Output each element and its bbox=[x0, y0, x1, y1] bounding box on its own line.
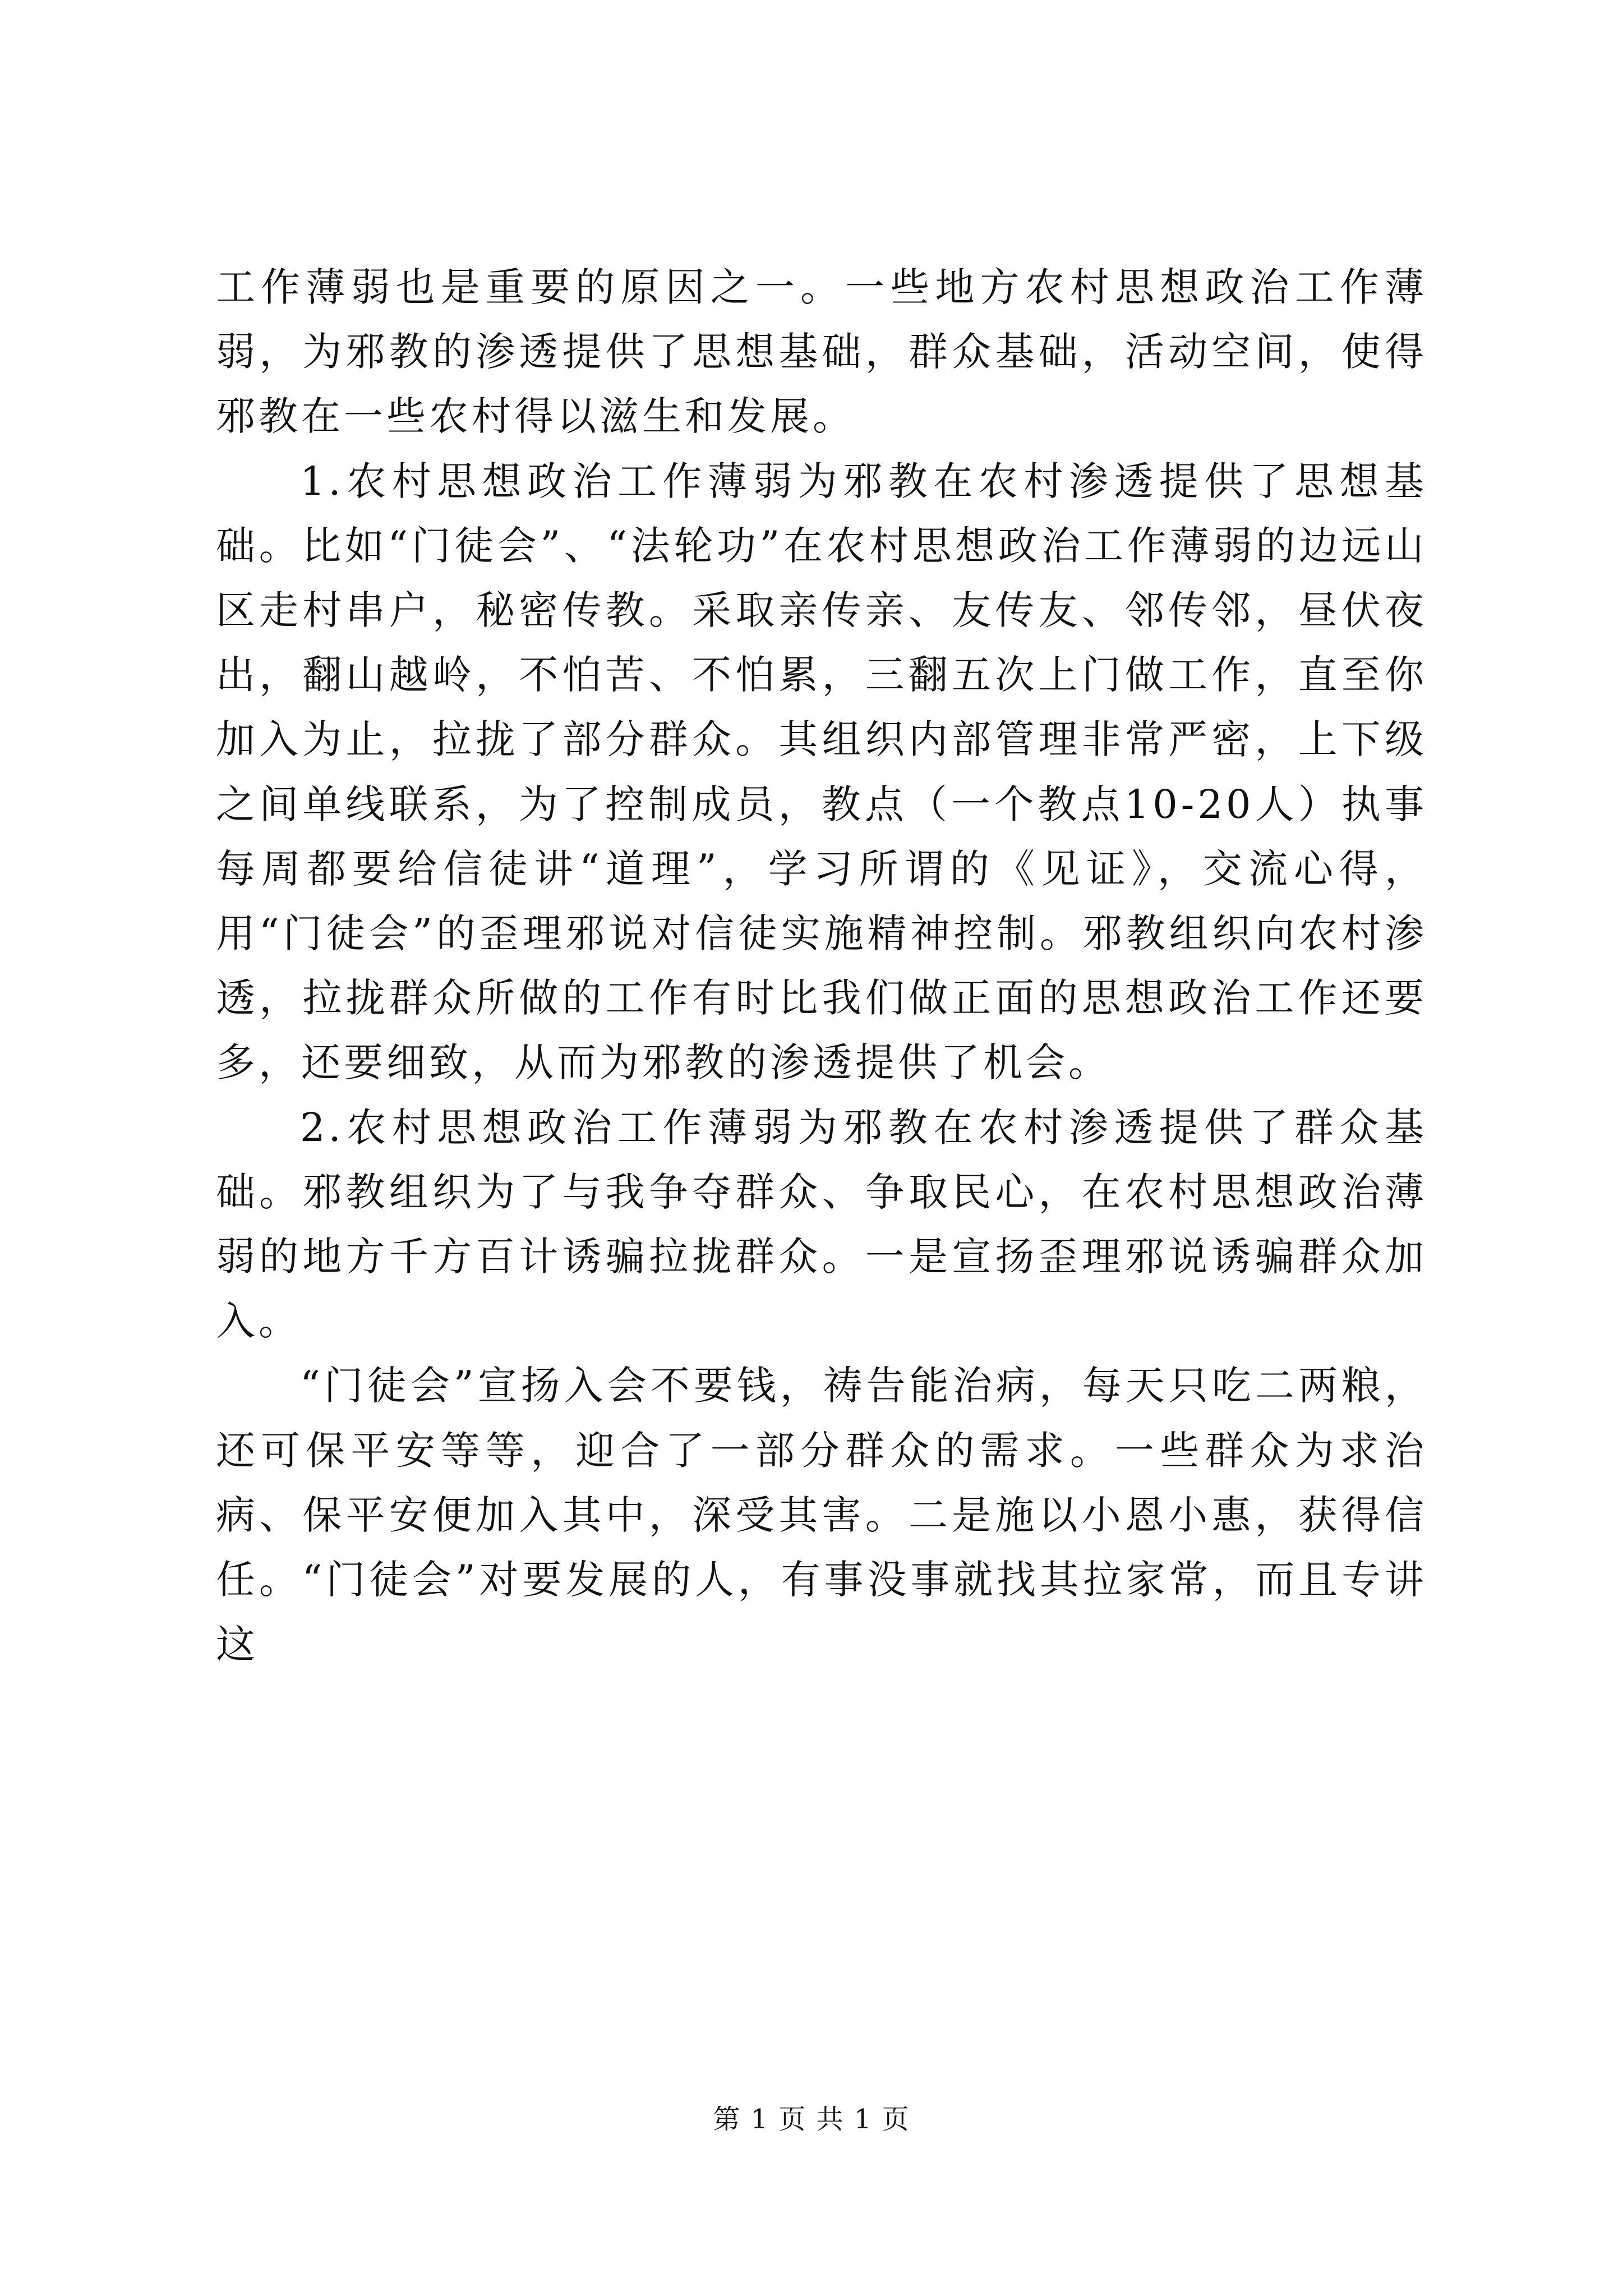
document-body bbox=[216, 255, 1427, 1677]
body-paragraph: 工作薄弱也是重要的原因之一。一些地方农村思想政治工作薄弱，为邪教的渗透提供了思想基础，群众基础，活动空间，使得邪教在一些农村得以滋生和发展。 bbox=[216, 264, 1427, 440]
body-paragraph: 1.农村思想政治工作薄弱为邪教在农村渗透提供了思想基础。比如“门徒会”、“法轮功”在农村思想政治工作薄弱的边远山区走村串户，秘密传教。采取亲传亲、友传友、邻传邻，昼伏夜出，翻山越岭，不怕苦、不怕累，三翻五次上门做工作，直至你加入为止，拉拢了部分群众。其组织内部管理非常严密，上下级之间单线联系，为了控制成员，教点（一个教点10-20人）执事每周都要给信徒讲“道理”，学习所谓的《见证》，交流心得，用“门徒会”的歪理邪说对信徒实施精神控制。邪教组织向农村渗透，拉拢群众所做的工作有时比我们做正面的思想政治工作还要多，还要细致，从而为邪教的渗透提供了机会。 bbox=[216, 458, 1427, 1086]
page-footer bbox=[0, 2102, 1623, 2136]
page-number-label: 第 1 页 共 1 页 bbox=[713, 2104, 910, 2135]
body-paragraph: 2.农村思想政治工作薄弱为邪教在农村渗透提供了群众基础。邪教组织为了与我争夺群众、争取民心，在农村思想政治薄弱的地方千方百计诱骗拉拢群众。一是宣扬歪理邪说诱骗群众加入。 bbox=[216, 1104, 1427, 1345]
body-paragraph: “门徒会”宣扬入会不要钱，祷告能治病，每天只吃二两粮，还可保平安等等，迎合了一部分群众的需求。一些群众为求治病、保平安便加入其中，深受其害。二是施以小恩小惠，获得信任。“门徒会”对要发展的人，有事没事就找其拉家常，而且专讲这 bbox=[216, 1363, 1427, 1668]
